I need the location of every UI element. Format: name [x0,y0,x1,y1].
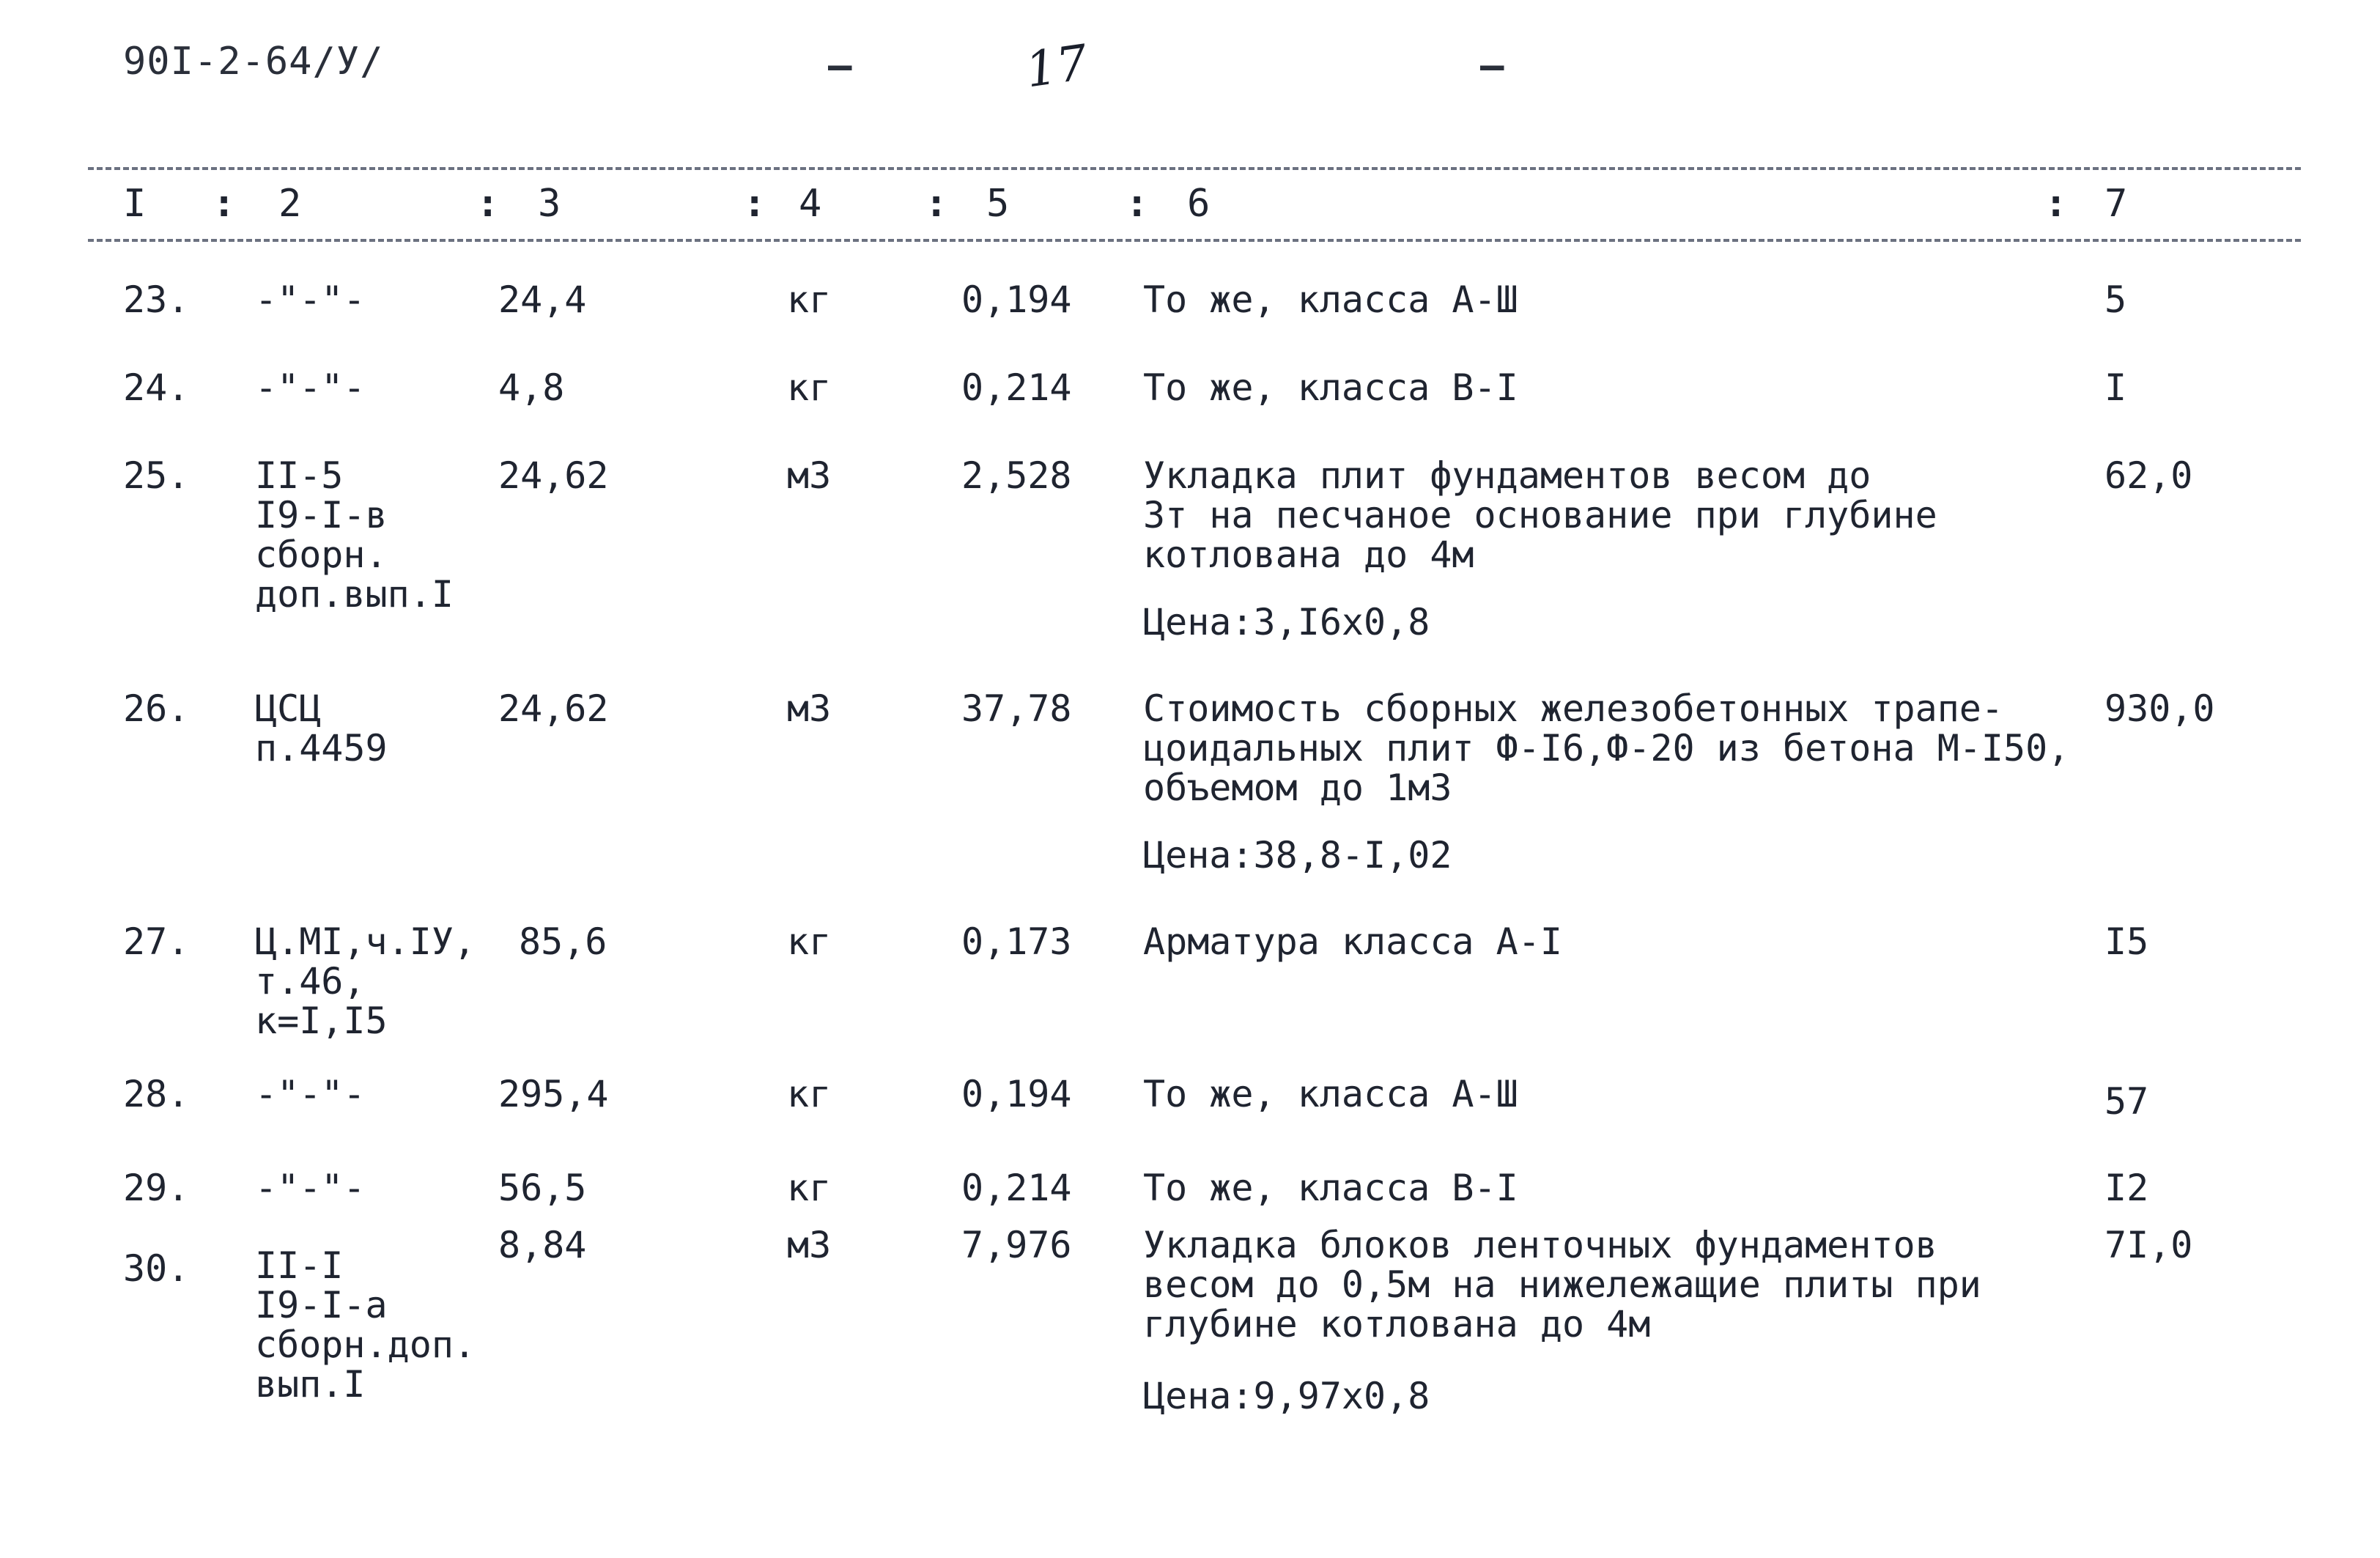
row-reference: -"-"- [255,1167,366,1209]
column-header-1: I [123,182,147,226]
row-reference-line: к=I,I5 [255,1000,388,1042]
row-description: То же, класса А-Ш [1143,278,1518,321]
row-total: I2 [2104,1167,2149,1209]
row-quantity: 24,62 [498,454,609,497]
row-quantity: 56,5 [498,1167,587,1209]
row-unit: м3 [787,1224,832,1266]
row-total: I5 [2104,920,2149,963]
row-quantity: 8,84 [498,1224,587,1266]
column-separator: : [2044,182,2068,226]
document-code: 90I-2-64/У/ [123,40,384,84]
row-unit: кг [787,1167,832,1209]
row-price-formula: Цена:9,97х0,8 [1143,1375,1430,1417]
row-unit-price: 0,194 [961,1073,1072,1115]
row-total: 5 [2104,278,2127,321]
row-reference: -"-"- [255,1073,366,1115]
column-header-3: 3 [538,182,561,226]
row-description-line: объемом до 1м3 [1143,767,1452,809]
row-description: То же, класса В-I [1143,1167,1518,1209]
row-unit-price: 0,214 [961,366,1072,409]
column-header-2: 2 [278,182,302,226]
row-reference-line: сборн.доп. [255,1323,476,1366]
row-total: 57 [2104,1080,2149,1123]
row-unit: кг [787,366,832,409]
row-unit-price: 0,173 [961,920,1072,963]
column-header-7: 7 [2104,182,2128,226]
row-description: Арматура класса А-I [1143,920,1562,963]
row-description-line: котлована до 4м [1143,534,1474,576]
row-unit-price: 37,78 [961,687,1072,730]
page-number: 17 [1022,34,1091,99]
dash-right: – [1480,43,1504,89]
row-reference-line: Ц.МI,ч.IУ, [255,920,476,963]
row-total: 62,0 [2104,454,2193,497]
row-description: То же, класса В-I [1143,366,1518,409]
column-header-4: 4 [799,182,822,226]
row-description: То же, класса А-Ш [1143,1073,1518,1115]
column-separator: : [212,182,236,226]
dash-left: – [828,43,852,89]
row-price-formula: Цена:38,8-I,02 [1143,834,1452,876]
row-unit: кг [787,278,832,321]
row-unit-price: 0,194 [961,278,1072,321]
row-unit-price: 7,976 [961,1224,1072,1266]
row-price-formula: Цена:3,I6х0,8 [1143,601,1430,643]
row-reference-line: сборн. [255,534,388,576]
row-reference-line: т.46, [255,960,366,1003]
row-reference-line: ЦСЦ [255,687,322,730]
row-unit-price: 0,214 [961,1167,1072,1209]
row-unit: кг [787,1073,832,1115]
row-total: 7I,0 [2104,1224,2193,1266]
column-header-5: 5 [986,182,1010,226]
row-number: 25. [123,454,190,497]
header-rule-bottom [88,239,2301,242]
row-reference-line: вып.I [255,1363,366,1406]
row-quantity: 85,6 [519,920,607,963]
row-description-line: Стоимость сборных железобетонных трапе- [1143,687,2003,730]
column-separator: : [1126,182,1149,226]
row-reference-line: п.4459 [255,727,388,769]
row-reference: -"-"- [255,278,366,321]
row-description-line: Укладка блоков ленточных фундаментов [1143,1224,1937,1266]
row-description-line: Укладка плит фундаментов весом до [1143,454,1871,497]
row-reference: -"-"- [255,366,366,409]
row-reference-line: доп.вып.I [255,573,454,616]
row-number: 26. [123,687,190,730]
row-number: 28. [123,1073,190,1115]
row-reference-line: II-I [255,1244,344,1287]
row-description-line: цоидальных плит Ф-I6,Ф-20 из бетона М-I50, [1143,727,2070,769]
row-quantity: 295,4 [498,1073,609,1115]
column-separator: : [743,182,766,226]
column-separator: : [925,182,948,226]
column-separator: : [476,182,500,226]
row-reference-line: I9-I-в [255,494,388,536]
row-unit-price: 2,528 [961,454,1072,497]
row-unit: м3 [787,687,832,730]
row-total: I [2104,366,2127,409]
row-quantity: 24,62 [498,687,609,730]
row-reference-line: II-5 [255,454,344,497]
row-number: 29. [123,1167,190,1209]
row-number: 30. [123,1247,190,1290]
row-unit: м3 [787,454,832,497]
column-header-6: 6 [1187,182,1211,226]
row-reference-line: I9-I-а [255,1284,388,1326]
row-description-line: 3т на песчаное основание при глубине [1143,494,1937,536]
row-unit: кг [787,920,832,963]
row-number: 24. [123,366,190,409]
row-total: 930,0 [2104,687,2215,730]
row-number: 27. [123,920,190,963]
row-description-line: весом до 0,5м на нижележащие плиты при [1143,1263,1981,1306]
row-description-line: глубине котлована до 4м [1143,1303,1651,1345]
row-number: 23. [123,278,190,321]
header-rule-top [88,167,2301,170]
row-quantity: 4,8 [498,366,565,409]
row-quantity: 24,4 [498,278,587,321]
